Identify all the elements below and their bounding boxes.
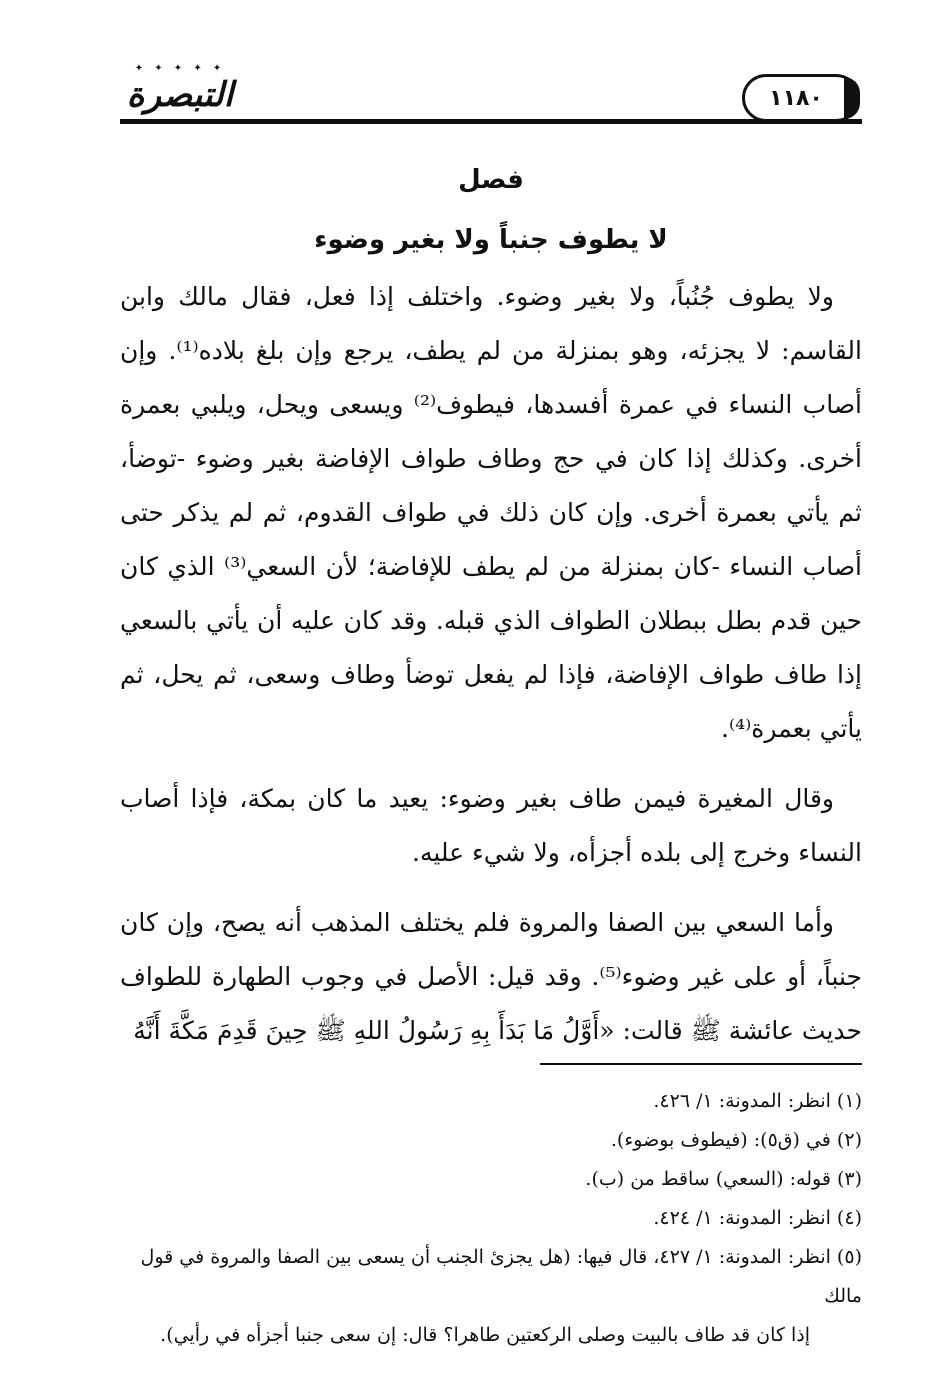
footnotes <box>120 1082 862 1355</box>
paragraph-3: وأما السعي بين الصفا والمروة فلم يختلف المذهب أنه يصح، وإن كان جنباً، أو على غير وضوء⁽⁵⁾. وقد قيل: الأصل في وجوب الطهارة للطواف حديث عائشة ﷺ قالت: «أَوَّلُ مَا بَدَأَ بِهِ رَسُولُ اللهِ ﷺ حِينَ قَدِمَ مَكَّةَ أَنَّهُ <box>120 908 863 1045</box>
footnote-5-continuation: إذا كان قد طاف بالبيت وصلى الركعتين طاهرا؟ قال: إن سعى جنبا أجزأه في رأيي). <box>160 1324 810 1346</box>
running-title: التبصرة <box>126 75 234 115</box>
paragraph-1: ولا يطوف جُنُباً، ولا بغير وضوء. واختلف إذا فعل، فقال مالك وابن القاسم: لا يجزئه، وهو بمنزلة من لم يطف، يرجع وإن بلغ بلاده⁽¹⁾. وإن أصاب النساء في عمرة أفسدها، فيطوف⁽²⁾ ويسعى ويحل، ويلبي بعمرة أخرى. وكذلك إذا كان في حج وطاف طواف الإفاضة بغير وضوء -توضأ، ثم يأتي بعمرة أخرى. وإن كان ذلك في طواف القدوم، ثم لم يذكر حتى أصاب النساء -كان بمنزلة من لم يطف للإفاضة؛ لأن السعي⁽³⁾ الذي كان حين قدم بطل ببطلان الطواف الذي قبله. وقد كان عليه أن يأتي بالسعي إذا طاف طواف الإفاضة، فإذا لم يفعل توضأ وطاف وسعى، ثم يحل، ثم يأتي بعمرة⁽⁴⁾. <box>120 282 862 743</box>
header-rule <box>120 119 862 124</box>
section-subtitle: لا يطوف جنباً ولا بغير وضوء <box>314 225 668 255</box>
title-ornament: ✦ ✦ ✦ ✦ ✦ <box>134 63 226 74</box>
footnote-separator <box>540 1063 862 1065</box>
paragraph-2: وقال المغيرة فيمن طاف بغير وضوء: يعيد ما كان بمكة، فإذا أصاب النساء وخرج إلى بلده أجزأه، ولا شيء عليه. <box>120 784 862 867</box>
footnote-4: (٤) انظر: المدونة: ١/ ٤٢٤. <box>653 1207 862 1229</box>
footnote-2: (٢) في (ق٥): (فيطوف بوضوء). <box>610 1129 862 1151</box>
footnote-3: (٣) قوله: (السعي) ساقط من (ب). <box>585 1168 862 1190</box>
section-title: فصل <box>458 165 524 195</box>
footnote-1: (١) انظر: المدونة: ١/ ٤٢٦. <box>653 1090 862 1112</box>
page-number: ١١٨٠ <box>769 85 823 111</box>
body-text <box>120 270 862 1058</box>
page-number-badge <box>742 74 860 122</box>
footnote-5: (٥) انظر: المدونة: ١/ ٤٢٧، قال فيها: (هل يجزئ الجنب أن يسعى بين الصفا والمروة في قول مالك <box>140 1246 862 1307</box>
